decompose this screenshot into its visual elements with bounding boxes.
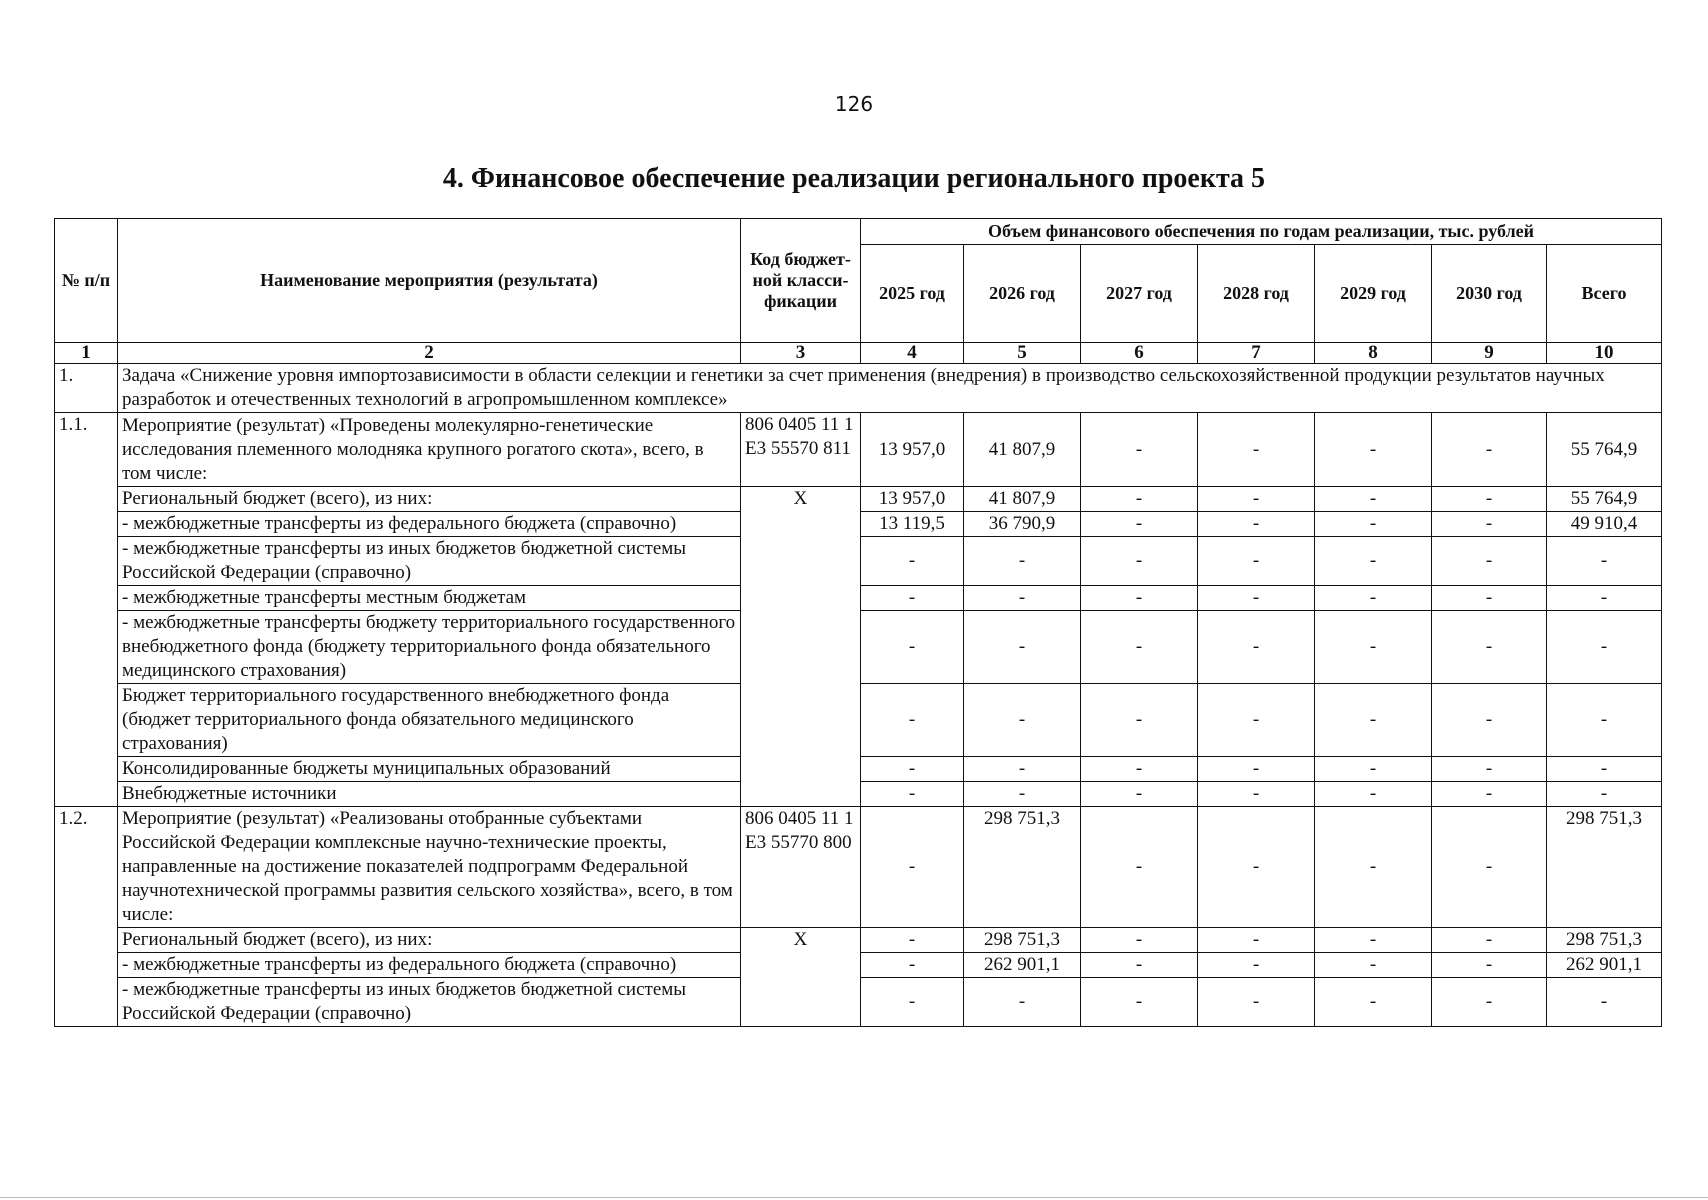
table-row <box>55 413 1662 487</box>
value-cell: 298 751,3 <box>964 928 1081 953</box>
value-cell: 262 901,1 <box>1547 953 1662 978</box>
column-number: 4 <box>861 343 964 364</box>
row-name: Бюджет территориального государственного внебюджетного фонда (бюджет территориального фонда обязательного медицинского страхования) <box>118 684 741 757</box>
value-cell: - <box>964 537 1081 586</box>
header-year: 2026 год <box>964 245 1081 343</box>
value-cell: - <box>1315 684 1432 757</box>
value-cell: - <box>1198 512 1315 537</box>
value-cell: - <box>1081 928 1198 953</box>
value-cell: - <box>861 782 964 807</box>
row-name: - межбюджетные трансферты бюджету территориального государственного внебюджетного фонда (бюджету территориального фонда обязательного медицинского страхования) <box>118 611 741 684</box>
value-cell: - <box>861 537 964 586</box>
item-name: Мероприятие (результат) «Реализованы отобранные субъектами Российской Федерации комплексные научно-технические проекты, направленные на достижение показателей подпрограмм Федеральной научнотехнической программы развития сельского хозяйства», всего, в том числе: <box>118 807 741 928</box>
value-cell: - <box>964 978 1081 1027</box>
value-cell: - <box>861 978 964 1027</box>
value-cell: - <box>1432 928 1547 953</box>
value-cell: - <box>861 953 964 978</box>
row-name: Внебюджетные источники <box>118 782 741 807</box>
value-cell: 55 764,9 <box>1547 487 1662 512</box>
table-row <box>55 807 1662 928</box>
header-year: 2029 год <box>1315 245 1432 343</box>
value-cell: - <box>861 611 964 684</box>
value-cell: 262 901,1 <box>964 953 1081 978</box>
value-cell: 36 790,9 <box>964 512 1081 537</box>
table-row <box>55 928 1662 953</box>
value-cell: - <box>1432 684 1547 757</box>
budget-code: 806 0405 11 1 Е3 55770 800 <box>741 807 861 928</box>
value-cell: - <box>1081 953 1198 978</box>
value-cell: - <box>1315 757 1432 782</box>
value-cell: - <box>1198 487 1315 512</box>
value-cell: - <box>1081 413 1198 487</box>
task-text: Задача «Снижение уровня импортозависимости в области селекции и генетики за счет применения (внедрения) в производство сельскохозяйственной продукции результатов научных разработок и отечественных технологий в агропромышленном комплексе» <box>118 364 1662 413</box>
financing-table <box>54 218 1662 1027</box>
value-cell: - <box>1081 512 1198 537</box>
header-year: 2027 год <box>1081 245 1198 343</box>
value-cell: - <box>1081 807 1198 928</box>
value-cell: - <box>1432 487 1547 512</box>
value-cell: 13 957,0 <box>861 487 964 512</box>
value-cell: - <box>1315 928 1432 953</box>
task-number: 1. <box>55 364 118 413</box>
value-cell: - <box>1315 953 1432 978</box>
header-total: Всего <box>1547 245 1662 343</box>
value-cell: - <box>861 684 964 757</box>
value-cell: - <box>1315 782 1432 807</box>
code-x-mark: Х <box>741 928 861 1027</box>
value-cell: - <box>1198 807 1315 928</box>
value-cell: - <box>1081 586 1198 611</box>
value-cell: 13 957,0 <box>861 413 964 487</box>
column-number: 2 <box>118 343 741 364</box>
value-cell: - <box>1432 807 1547 928</box>
header-name: Наименование мероприятия (результата) <box>118 219 741 343</box>
value-cell: - <box>861 757 964 782</box>
value-cell: 55 764,9 <box>1547 413 1662 487</box>
value-cell: - <box>1432 782 1547 807</box>
column-number: 5 <box>964 343 1081 364</box>
value-cell: - <box>1198 928 1315 953</box>
value-cell: - <box>1315 537 1432 586</box>
value-cell: - <box>1432 611 1547 684</box>
task-row <box>55 364 1662 413</box>
header-year: 2028 год <box>1198 245 1315 343</box>
column-number: 9 <box>1432 343 1547 364</box>
table-row <box>55 487 1662 512</box>
value-cell: 49 910,4 <box>1547 512 1662 537</box>
value-cell: 13 119,5 <box>861 512 964 537</box>
header-volume: Объем финансового обеспечения по годам реализации, тыс. рублей <box>861 219 1662 245</box>
value-cell: - <box>1315 807 1432 928</box>
value-cell: - <box>1547 782 1662 807</box>
value-cell: - <box>964 611 1081 684</box>
value-cell: - <box>1432 978 1547 1027</box>
item-name: Мероприятие (результат) «Проведены молекулярно-генетические исследования племенного молодняка крупного рогатого скота», всего, в том числе: <box>118 413 741 487</box>
value-cell: - <box>861 928 964 953</box>
value-cell: - <box>1081 487 1198 512</box>
value-cell: - <box>1315 586 1432 611</box>
page-number: 126 <box>834 92 874 116</box>
item-number: 1.2. <box>55 807 118 1027</box>
value-cell: - <box>1081 537 1198 586</box>
value-cell: - <box>1547 611 1662 684</box>
column-number: 1 <box>55 343 118 364</box>
value-cell: - <box>1081 757 1198 782</box>
row-name: - межбюджетные трансферты местным бюджетам <box>118 586 741 611</box>
value-cell: - <box>1432 757 1547 782</box>
value-cell: - <box>861 586 964 611</box>
value-cell: - <box>1547 537 1662 586</box>
row-name: Консолидированные бюджеты муниципальных образований <box>118 757 741 782</box>
item-number: 1.1. <box>55 413 118 807</box>
value-cell: - <box>1081 978 1198 1027</box>
value-cell: - <box>1315 611 1432 684</box>
value-cell: - <box>1198 782 1315 807</box>
value-cell: - <box>1198 953 1315 978</box>
value-cell: - <box>1081 684 1198 757</box>
column-number: 3 <box>741 343 861 364</box>
value-cell: - <box>964 586 1081 611</box>
value-cell: - <box>1081 611 1198 684</box>
row-name: - межбюджетные трансферты из иных бюджетов бюджетной системы Российской Федерации (справочно) <box>118 537 741 586</box>
header-year: 2030 год <box>1432 245 1547 343</box>
value-cell: - <box>1432 512 1547 537</box>
value-cell: - <box>1432 586 1547 611</box>
value-cell: - <box>1432 537 1547 586</box>
value-cell: 41 807,9 <box>964 487 1081 512</box>
row-name: - межбюджетные трансферты из иных бюджетов бюджетной системы Российской Федерации (справочно) <box>118 978 741 1027</box>
value-cell: 41 807,9 <box>964 413 1081 487</box>
row-name: - межбюджетные трансферты из федерального бюджета (справочно) <box>118 512 741 537</box>
value-cell: - <box>1315 978 1432 1027</box>
value-cell: - <box>1315 487 1432 512</box>
value-cell: 298 751,3 <box>1547 807 1662 928</box>
value-cell: - <box>1547 757 1662 782</box>
value-cell: - <box>964 782 1081 807</box>
column-number: 7 <box>1198 343 1315 364</box>
value-cell: - <box>1315 413 1432 487</box>
column-numbers-row <box>55 343 1662 364</box>
header-year: 2025 год <box>861 245 964 343</box>
value-cell: - <box>1547 978 1662 1027</box>
column-number: 8 <box>1315 343 1432 364</box>
value-cell: - <box>1198 537 1315 586</box>
value-cell: - <box>1198 611 1315 684</box>
value-cell: - <box>1198 684 1315 757</box>
value-cell: - <box>1198 757 1315 782</box>
code-x-mark: Х <box>741 487 861 807</box>
value-cell: 298 751,3 <box>1547 928 1662 953</box>
value-cell: - <box>1198 978 1315 1027</box>
page-bottom-rule <box>0 1197 1708 1198</box>
value-cell: - <box>1315 512 1432 537</box>
budget-code: 806 0405 11 1 Е3 55570 811 <box>741 413 861 487</box>
column-number: 6 <box>1081 343 1198 364</box>
value-cell: - <box>964 757 1081 782</box>
value-cell: - <box>1432 953 1547 978</box>
value-cell: 298 751,3 <box>964 807 1081 928</box>
header-no: № п/п <box>55 219 118 343</box>
value-cell: - <box>1198 586 1315 611</box>
column-number: 10 <box>1547 343 1662 364</box>
value-cell: - <box>1081 782 1198 807</box>
row-name: Региональный бюджет (всего), из них: <box>118 487 741 512</box>
row-name: - межбюджетные трансферты из федерального бюджета (справочно) <box>118 953 741 978</box>
value-cell: - <box>1198 413 1315 487</box>
value-cell: - <box>964 684 1081 757</box>
value-cell: - <box>1432 413 1547 487</box>
value-cell: - <box>1547 684 1662 757</box>
value-cell: - <box>1547 586 1662 611</box>
row-name: Региональный бюджет (всего), из них: <box>118 928 741 953</box>
header-code: Код бюджет-ной класси-фикации <box>741 219 861 343</box>
value-cell: - <box>861 807 964 928</box>
page-title: 4. Финансовое обеспечение реализации регионального проекта 5 <box>442 163 1266 194</box>
